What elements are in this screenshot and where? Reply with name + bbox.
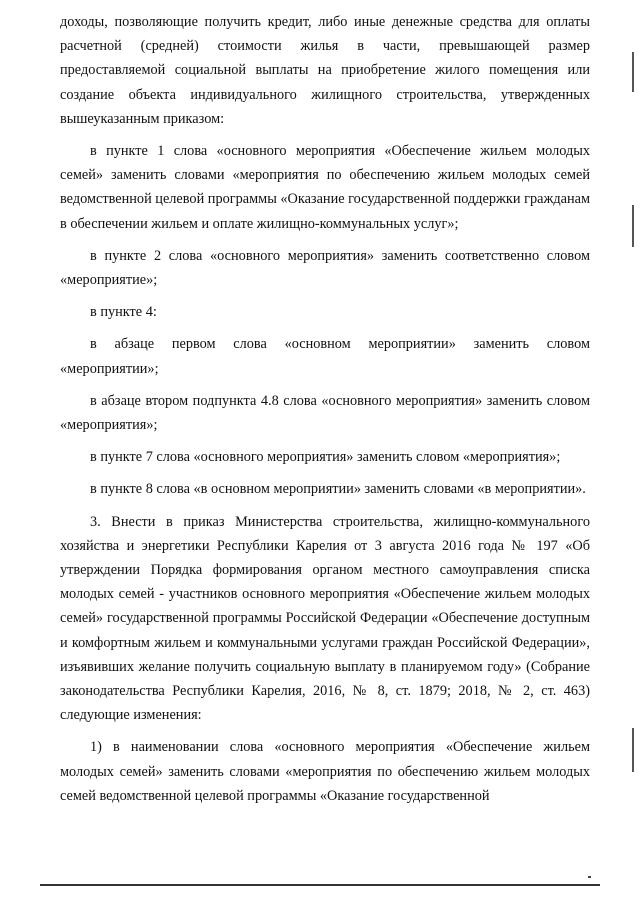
paragraph-3: в пункте 2 слова «основного мероприятия» заменить соответственно словом «мероприятие»; — [60, 247, 590, 289]
scan-bottom-edge — [40, 884, 600, 886]
paragraph-5: в абзаце первом слова «основном мероприятии» заменить словом «мероприятии»; — [60, 336, 590, 377]
paragraph-6: в абзаце втором подпункта 4.8 слова «основного мероприятия» заменить словом «мероприятия»; — [60, 392, 590, 434]
paragraph-2: в пункте 1 слова «основного мероприятия «Обеспечение жильем молодых семей» заменить словами «мероприятия по обеспечению жильем молодых семей ведомственной целевой программы «Оказание государственной поддержки гражданам в обеспечении жильем и оплате жилищно-коммунальных услуг»; — [60, 143, 590, 232]
paragraph-9: 3. Внести в приказ Министерства строительства, жилищно-коммунального хозяйства и энергетики Республики Карелия от 3 августа 2016 года № 197 «Об утверждении Порядка формирования органом местного самоуправления списка молодых семей - участников основного мероприятия «Обеспечение жильем молодых семей» государственной программы Российской Федерации «Обеспечение доступным и комфортным жильем и коммунальными услугами граждан Российской Федерации», изъявивших желание получить социальную выплату в планируемом году» (Собрание законодательства Республики Карелия, 2016, № 8, ст. 1879; 2018, № 2, ст. 463) следующие изменения: — [60, 513, 590, 724]
document-body — [60, 10, 590, 816]
scan-speck — [588, 876, 591, 878]
scan-edge-mark — [632, 728, 634, 772]
paragraph-4: в пункте 4: — [90, 304, 157, 321]
paragraph-1: доходы, позволяющие получить кредит, либо иные денежные средства для оплаты расчетной (средней) стоимости жилья в части, превышающей размер предоставляемой социальной выплаты на приобретение жилого помещения или создание объекта индивидуального жилищного строительства, утвержденных вышеуказанным приказом: — [60, 14, 590, 127]
paragraph-8: в пункте 8 слова «в основном мероприятии» заменить словами «в мероприятии». — [90, 481, 586, 498]
scan-edge-mark — [632, 52, 634, 92]
paragraph-7: в пункте 7 слова «основного мероприятия» заменить словом «мероприятия»; — [90, 449, 561, 466]
scan-edge-mark — [632, 205, 634, 247]
paragraph-10: 1) в наименовании слова «основного мероприятия «Обеспечение жильем молодых семей» заменить словами «мероприятия по обеспечению жильем молодых семей ведомственной целевой программы «Оказание государственной — [60, 739, 590, 804]
